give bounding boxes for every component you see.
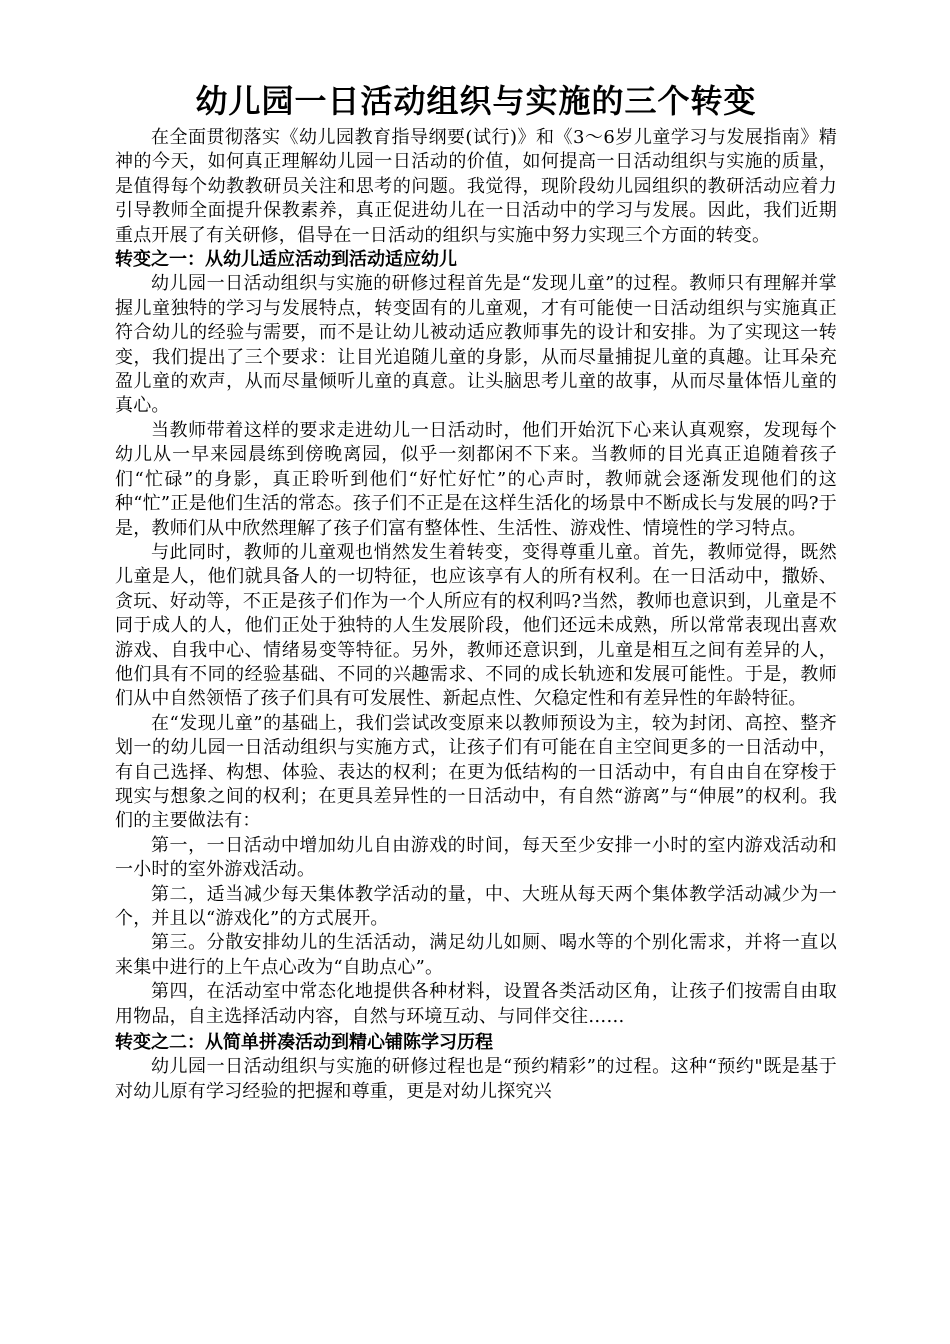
practice-item-4: 第四，在活动室中常态化地提供各种材料，设置各类活动区角，让孩子们按需自由取用物品，自主选择活动内容，自然与环境互动、与同伴交往……	[115, 981, 837, 1027]
practice-item-3: 第三。分散安排幼儿的生活活动，满足幼儿如厕、喝水等的个别化需求，并将一直以来集中进行的上午点心改为“自助点心”。	[115, 932, 837, 978]
document-title: 幼儿园一日活动组织与实施的三个转变	[195, 82, 757, 120]
practice-item-1: 第一，一日活动中增加幼儿自由游戏的时间，每天至少安排一小时的室内游戏活动和一小时的室外游戏活动。	[115, 834, 837, 881]
section-1-paragraph-2: 当教师带着这样的要求走进幼儿一日活动时，他们开始沉下心来认真观察，发现每个幼儿从一早来园晨练到傍晚离园，似乎一刻都闲不下来。当教师的目光真正追随着孩子们“忙碌”的身影，真正聆听到他们“好忙好忙”的心声时，教师就会逐渐发现他们的这种“忙”正是他们生活的常态。孩子们不正是在这样生活化的场景中不断成长与发展的吗?于是，教师们从中欣然理解了孩子们富有整体性、生活性、游戏性、情境性的学习特点。	[115, 419, 837, 539]
section-2-paragraph-1: 幼儿园一日活动组织与实施的研修过程也是“预约精彩”的过程。这种“预约"既是基于对幼儿原有学习经验的把握和尊重，更是对幼儿探究兴	[115, 1056, 837, 1102]
section-1-paragraph-4: 在“发现儿童”的基础上，我们尝试改变原来以教师预设为主，较为封闭、高控、整齐划一的幼儿园一日活动组织与实施方式，让孩子们有可能在自主空间更多的一日活动中，有自己选择、构想、体验、表达的权利；在更为低结构的一日活动中，有自由自在穿梭于现实与想象之间的权利；在更具差异性的一日活动中，有自然“游离”与“伸展”的权利。我们的主要做法有：	[115, 712, 837, 832]
section-2-heading: 转变之二：从简单拼凑活动到精心铺陈学习历程	[115, 1032, 493, 1054]
practice-item-2: 第二，适当减少每天集体教学活动的量，中、大班从每天两个集体教学活动减少为一个，并且以“游戏化”的方式展开。	[115, 883, 837, 929]
intro-paragraph: 在全面贯彻落实《幼儿园教育指导纲要(试行)》和《3～6岁儿童学习与发展指南》精神的今天，如何真正理解幼儿园一日活动的价值，如何提高一日活动组织与实施的质量，是值得每个幼教教研员关注和思考的问题。我觉得，现阶段幼儿园组织的教研活动应着力引导教师全面提升保教素养，真正促进幼儿在一日活动中的学习与发展。因此，我们近期重点开展了有关研修，倡导在一日活动的组织与实施中努力实现三个方面的转变。	[115, 127, 837, 246]
section-1-paragraph-3: 与此同时，教师的儿童观也悄然发生着转变，变得尊重儿童。首先，教师觉得，既然儿童是人，他们就具备人的一切特征，也应该享有人的所有权利。在一日活动中，撒娇、贪玩、好动等，不正是孩子们作为一个人所应有的权利吗?当然，教师也意识到，儿童是不同于成人的人，他们正处于独特的人生发展阶段，他们还远未成熟，所以常常表现出喜欢游戏、自我中心、情绪易变等特征。另外，教师还意识到，儿童是相互之间有差异的人，他们具有不同的经验基础、不同的兴趣需求、不同的成长轨迹和发展可能性。于是，教师们从中自然领悟了孩子们具有可发展性、新起点性、欠稳定性和有差异性的年龄特征。	[115, 541, 837, 710]
section-1-paragraph-1: 幼儿园一日活动组织与实施的研修过程首先是“发现儿童”的过程。教师只有理解并掌握儿童独特的学习与发展特点，转变固有的儿童观，才有可能使一日活动组织与实施真正符合幼儿的经验与需要，而不是让幼儿被动适应教师事先的设计和安排。为了实现这一转变，我们提出了三个要求：让目光追随儿童的身影，从而尽量捕捉儿童的真趣。让耳朵充盈儿童的欢声，从而尽量倾听儿童的真意。让头脑思考儿童的故事，从而尽量体悟儿童的真心。	[115, 273, 837, 417]
section-1-heading: 转变之一：从幼儿适应活动到活动适应幼儿	[115, 249, 457, 271]
document-page	[115, 78, 837, 1104]
